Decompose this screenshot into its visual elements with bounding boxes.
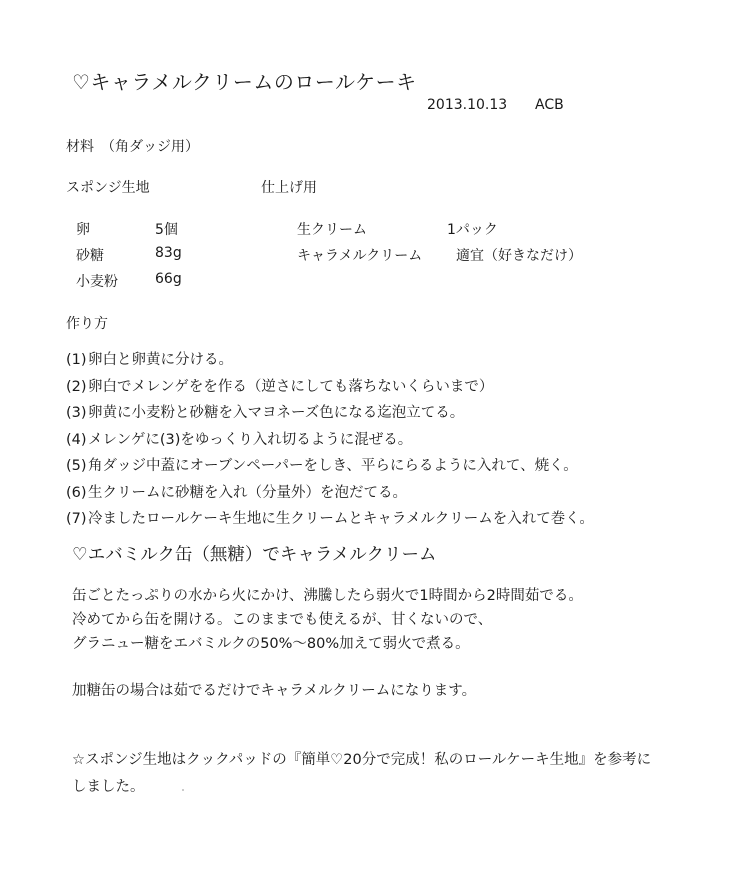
method-step <box>66 402 594 429</box>
ingredient-name: 砂糖 <box>76 248 104 264</box>
ingredient-name: 卵 <box>76 222 90 238</box>
caramel-line: グラニュー糖をエバミルクの50%〜80%加えて弱火で煮る。 <box>72 636 470 652</box>
method-heading: 作り方 <box>66 316 108 332</box>
scan-speck <box>182 789 184 791</box>
method-step <box>66 508 594 535</box>
step-number: (5) <box>66 458 87 474</box>
method-step <box>66 455 594 482</box>
recipe-title: ♡キャラメルクリームのロールケーキ <box>72 70 417 94</box>
ingredient-amount: 83g <box>155 245 182 261</box>
step-text: 生クリームに砂糖を入れ（分量外）を泡だてる。 <box>88 484 407 501</box>
ingredient-name: キャラメルクリーム <box>297 248 423 264</box>
method-step <box>66 349 594 376</box>
recipe-date: 2013.10.13 <box>427 97 508 113</box>
step-number: (2) <box>66 378 87 395</box>
caramel-line: 缶ごとたっぷりの水から火にかけ、沸騰したら弱火で1時間から2時間茹でる。 <box>72 588 583 604</box>
ingredient-amount: 66g <box>155 271 182 287</box>
ingredient-amount: 適宜（好きなだけ） <box>456 248 582 264</box>
method-step <box>66 482 594 509</box>
step-text: 冷ましたロールケーキ生地に生クリームとキャラメルクリームを入れて巻く。 <box>88 511 594 527</box>
step-number: (6) <box>66 484 87 501</box>
method-steps <box>66 349 594 535</box>
caramel-note: 加糖缶の場合は茹でるだけでキャラメルクリームになります。 <box>72 683 477 699</box>
ingredient-amount: 1パック <box>447 222 498 238</box>
step-number: (3) <box>66 405 87 421</box>
ingredient-name: 生クリーム <box>297 222 367 238</box>
caramel-heading: ♡エバミルク缶（無糖）でキャラメルクリーム <box>72 545 437 565</box>
step-text: 角ダッジ中蓋にオーブンペーパーをしき、平らにらるように入れて、焼く。 <box>88 458 578 474</box>
finish-heading: 仕上げ用 <box>261 180 317 196</box>
step-text: 卵白と卵黄に分ける。 <box>88 352 233 368</box>
ingredient-amount: 5個 <box>155 222 178 238</box>
credit-line: ☆スポンジ生地はクックパッドの『簡単♡20分で完成！私のロールケーキ生地』を参考に <box>72 752 652 768</box>
materials-heading: 材料 （角ダッジ用） <box>66 139 199 155</box>
step-number: (7) <box>66 511 87 527</box>
step-text: 卵白でメレンゲをを作る（逆さにしても落ちないくらいまで） <box>88 378 494 395</box>
sponge-heading: スポンジ生地 <box>66 180 150 196</box>
step-text: 卵黄に小麦粉と砂糖を入マヨネーズ色になる迄泡立てる。 <box>88 405 465 421</box>
method-step <box>66 376 594 403</box>
credit-note <box>72 749 651 803</box>
caramel-line: 冷めてから缶を開ける。このままでも使えるが、甘くないので、 <box>72 612 493 628</box>
credit-line: しました。 <box>72 779 145 795</box>
recipe-author: ACB <box>535 97 564 113</box>
step-number: (4) <box>66 431 87 448</box>
step-number: (1) <box>66 352 87 368</box>
caramel-instructions <box>72 586 583 658</box>
step-text: メレンゲに(3)をゆっくり入れ切るように混ぜる。 <box>88 431 413 448</box>
ingredient-name: 小麦粉 <box>76 274 118 290</box>
method-step <box>66 429 594 456</box>
